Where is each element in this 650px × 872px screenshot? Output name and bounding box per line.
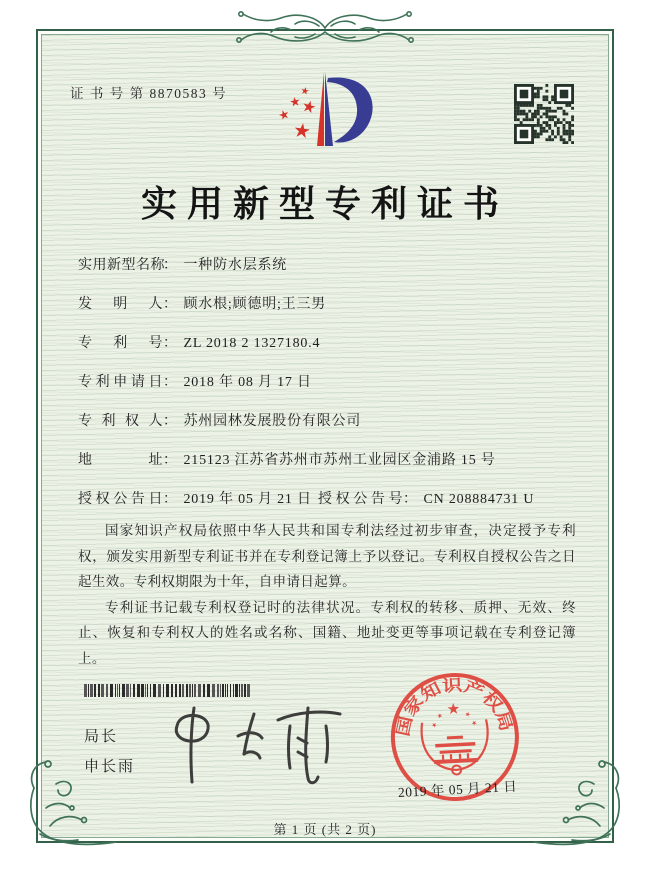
- field-label: 授权公告号: [318, 492, 403, 507]
- certificate-number: 证 书 号 第 8870583 号: [70, 86, 228, 101]
- officer-title: 局长: [84, 729, 119, 745]
- certificate-title: 实用新型专利证书: [140, 184, 509, 224]
- field-row-patentee: [78, 410, 574, 429]
- signature-shen-changyu: [150, 698, 350, 790]
- field-value: 2018 年 08 月 17 日: [183, 375, 312, 390]
- field-value: 苏州园林发展股份有限公司: [183, 414, 362, 429]
- colon: ：: [163, 414, 178, 429]
- field-value: ZL 2018 2 1327180.4: [183, 336, 321, 351]
- field-label: 专利号: [78, 336, 163, 351]
- field-label: 地址: [78, 453, 163, 468]
- field-value: 2019 年 05 月 21 日: [183, 492, 312, 507]
- colon: ：: [163, 336, 178, 351]
- officer-name: 申长雨: [84, 759, 136, 775]
- field-row-filing-date: [78, 371, 574, 390]
- official-seal-group: [378, 660, 532, 817]
- legal-paragraph-1: 国家知识产权局依照中华人民共和国专利法经过初步审查，决定授予专利权，颁发实用新型专利证书并在专利登记簿上予以登记。专利权自授权公告之日起生效。专利权期限为十年，自申请日起算。: [78, 523, 576, 589]
- field-value: 顾水根;顾德明;王三男: [183, 297, 327, 312]
- field-row-name: [78, 254, 574, 273]
- field-value: 一种防水层系统: [183, 258, 288, 273]
- field-list: [78, 254, 574, 527]
- field-value: CN 208884731 U: [423, 492, 535, 507]
- colon: ：: [163, 297, 178, 312]
- field-value: 215123 江苏省苏州市苏州工业园区金浦路 15 号: [183, 453, 496, 468]
- top-scroll-ornament-icon: [210, 8, 440, 52]
- colon: ：: [163, 375, 178, 390]
- colon: ：: [403, 492, 418, 507]
- field-label: 实用新型名称: [78, 258, 165, 273]
- field-label: 发明人: [78, 297, 163, 312]
- field-row-grant: [78, 488, 574, 507]
- page-number: 第 1 页 (共 2 页): [273, 822, 377, 837]
- grant-number-group: [318, 488, 534, 508]
- qr-code: [514, 84, 574, 144]
- colon: ：: [163, 258, 178, 273]
- field-row-inventor: [78, 293, 574, 312]
- officer-block: [84, 722, 135, 782]
- cnipa-logo-icon: [262, 70, 392, 162]
- colon: ：: [163, 492, 178, 507]
- seal-ring-text: 国家知识产权局: [393, 675, 515, 738]
- field-row-address: [78, 449, 574, 468]
- field-label: 专利申请日: [78, 375, 163, 390]
- field-label: 授权公告日: [78, 492, 163, 507]
- field-label: 专利权人: [78, 414, 163, 429]
- barcode: [84, 684, 254, 697]
- seal-date: 2019 年 05 月 21 日: [397, 778, 518, 801]
- legal-text: [78, 518, 576, 671]
- colon: ：: [163, 453, 178, 468]
- legal-paragraph-2: 专利证书记载专利权登记时的法律状况。专利权的转移、质押、无效、终止、恢复和专利权人的姓名或名称、国籍、地址变更等事项记载在专利登记簿上。: [78, 599, 576, 666]
- field-row-patent-no: [78, 332, 574, 351]
